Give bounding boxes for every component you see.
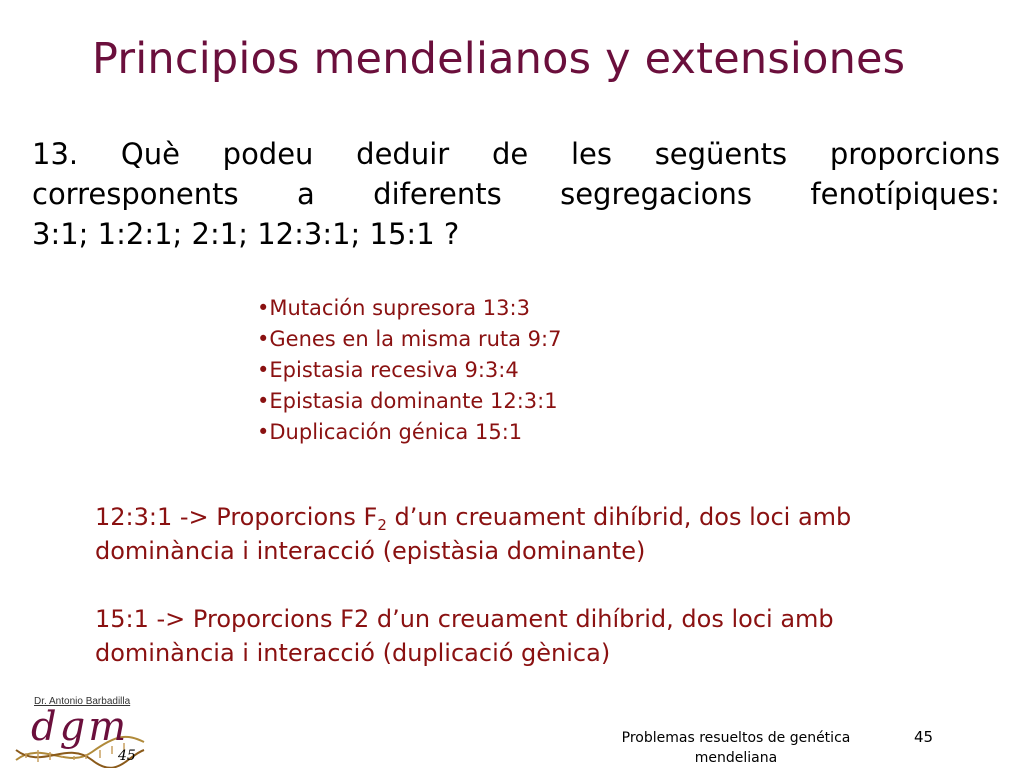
explanation-12-3-1: [95, 500, 955, 568]
bullet-item: •Genes en la misma ruta 9:7: [257, 327, 562, 351]
question-text: [32, 134, 1000, 254]
bullet-item: •Epistasia recesiva 9:3:4: [257, 358, 519, 382]
bullet-item: •Mutación supresora 13:3: [257, 296, 530, 320]
question-line-1: 13. Què podeu deduir de les següents proporcions: [32, 137, 1000, 171]
explanation-15-1: 15:1 -> Proporcions F2 d’un creuament dihíbrid, dos loci amb dominància i interacció (duplicació gènica): [95, 605, 834, 667]
dgm-logo-text: dgm: [31, 704, 130, 750]
author-link[interactable]: Dr. Antonio Barbadilla: [34, 696, 131, 707]
ratio-bullet-list: [257, 293, 561, 448]
question-line-3: 3:1; 1:2:1; 2:1; 12:3:1; 15:1 ?: [32, 217, 460, 251]
page-number: 45: [914, 728, 934, 746]
explanation-12-3-1-end: d’un creuament dihíbrid, dos loci amb dominància i interacció (epistàsia dominante): [95, 503, 852, 565]
question-line-2: corresponents a diferents segregacions fenotípiques:: [32, 177, 1000, 211]
explanation-block: [95, 500, 955, 670]
bullet-item: •Duplicación génica 15:1: [257, 420, 523, 444]
slide-title: Principios mendelianos y extensiones: [92, 34, 906, 84]
explanation-12-3-1-start: 12:3:1 -> Proporcions F: [95, 503, 378, 531]
logo-number: 45: [118, 748, 136, 764]
course-title: Problemas resueltos de genética mendeliana: [621, 730, 851, 766]
bullet-item: •Epistasia dominante 12:3:1: [257, 389, 558, 413]
subscript-2: 2: [377, 516, 387, 534]
